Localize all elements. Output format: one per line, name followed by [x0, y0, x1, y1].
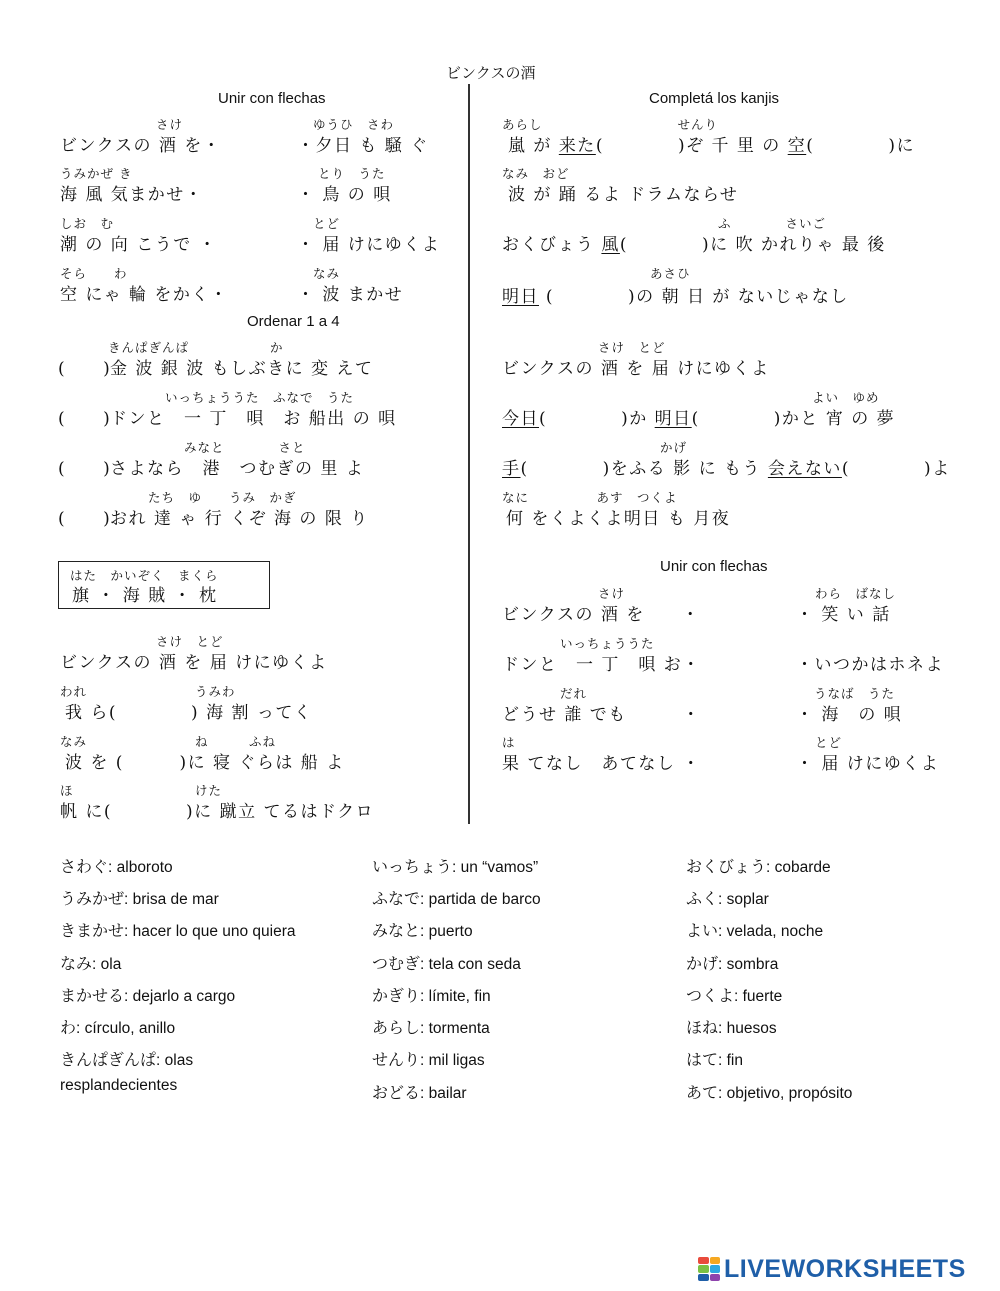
- glossary-item: あらし: tormenta: [372, 1018, 490, 1037]
- glossary-item: せんり: mil ligas: [372, 1050, 485, 1069]
- kanji-fill-line: 明日 ( )の 朝 日 が ないじゃなし: [502, 287, 849, 307]
- kanji-fill-line: 嵐 が 来た( )ぞ 千 里 の 空( )に: [508, 136, 915, 156]
- column-divider: [468, 84, 470, 824]
- lyric-line: 我 ら( ) 海 割 ってく: [65, 703, 313, 723]
- glossary-item: あて: objetivo, propósito: [686, 1083, 853, 1102]
- glossary-item: みなと: puerto: [372, 921, 473, 940]
- order-blank[interactable]: ( ): [58, 359, 112, 379]
- liveworksheets-logo[interactable]: [698, 1255, 966, 1283]
- glossary-item: きんぱぎんぱ: olas: [60, 1050, 194, 1069]
- right-section3-header: Unir con flechas: [660, 558, 768, 575]
- order-blank[interactable]: ( ): [58, 409, 112, 429]
- logo-tile: [698, 1265, 709, 1272]
- order-blank[interactable]: ( ): [58, 509, 112, 529]
- page-title: ビンクスの酒: [446, 64, 536, 82]
- glossary-item: いっちょう: un “vamos”: [372, 857, 539, 876]
- lyric-line: 何 をくよくよ明日 も 月夜: [506, 509, 731, 529]
- logo-tile: [710, 1274, 721, 1281]
- glossary-item: つむぎ: tela con seda: [372, 954, 521, 973]
- glossary-item: ふく: soplar: [686, 889, 769, 908]
- lyric-line: 帆 に( )に 蹴立 てるはドクロ: [60, 802, 375, 822]
- glossary-item: うみかぜ: brisa de mar: [60, 889, 219, 908]
- glossary-item: つくよ: fuerte: [686, 986, 783, 1005]
- kanji-fill-line: 手( )をふる 影 に もう 会えない( )よ: [502, 459, 951, 479]
- logo-text: LIVEWORKSHEETS: [724, 1254, 966, 1283]
- kanji-fill-line: おくびょう 風( )に 吹 かれりゃ 最 後: [502, 235, 886, 255]
- glossary-item: おくびょう: cobarde: [686, 857, 831, 876]
- glossary-item: ほね: huesos: [686, 1018, 777, 1037]
- left-section1-header: Unir con flechas: [218, 90, 326, 107]
- kanji-box-text: 旗 ・ 海 賊 ・ 枕: [72, 586, 218, 606]
- glossary-item: きまかせ: hacer lo que uno quiera: [60, 921, 296, 940]
- logo-tile: [710, 1265, 721, 1272]
- logo-tile: [710, 1257, 721, 1264]
- glossary-item: さわぐ: alboroto: [60, 857, 173, 876]
- left-section2-header: Ordenar 1 a 4: [247, 313, 340, 330]
- lyric-line: ビンクスの 酒 を 届 けにゆくよ: [502, 359, 770, 379]
- glossary-item: ふなで: partida de barco: [372, 889, 541, 908]
- order-blank[interactable]: ( ): [58, 459, 112, 479]
- glossary-item-continued: resplandecientes: [60, 1077, 178, 1094]
- logo-tile: [698, 1274, 709, 1281]
- glossary-item: はて: fin: [686, 1050, 743, 1069]
- lyric-line: 波 を ( )に 寝 ぐらは 船 よ: [65, 753, 345, 773]
- glossary-item: かぎり: límite, fin: [372, 986, 491, 1005]
- kanji-fill-line: 今日( )か 明日( )かと 宵 の 夢: [502, 409, 896, 429]
- glossary-item: まかせる: dejarlo a cargo: [60, 986, 236, 1005]
- glossary-item: よい: velada, noche: [686, 921, 824, 940]
- glossary-item: わ: círculo, anillo: [60, 1018, 176, 1037]
- glossary-item: おどる: bailar: [372, 1083, 467, 1102]
- logo-tile: [698, 1257, 709, 1264]
- lyric-line: ビンクスの 酒 を 届 けにゆくよ: [60, 653, 328, 673]
- right-section1-header: Completá los kanjis: [649, 90, 780, 107]
- lyric-line: 波 が 踊 るよ ドラムならせ: [508, 185, 739, 205]
- glossary-item: かげ: sombra: [686, 954, 779, 973]
- glossary-item: なみ: ola: [60, 954, 122, 973]
- logo-icon: [698, 1257, 720, 1281]
